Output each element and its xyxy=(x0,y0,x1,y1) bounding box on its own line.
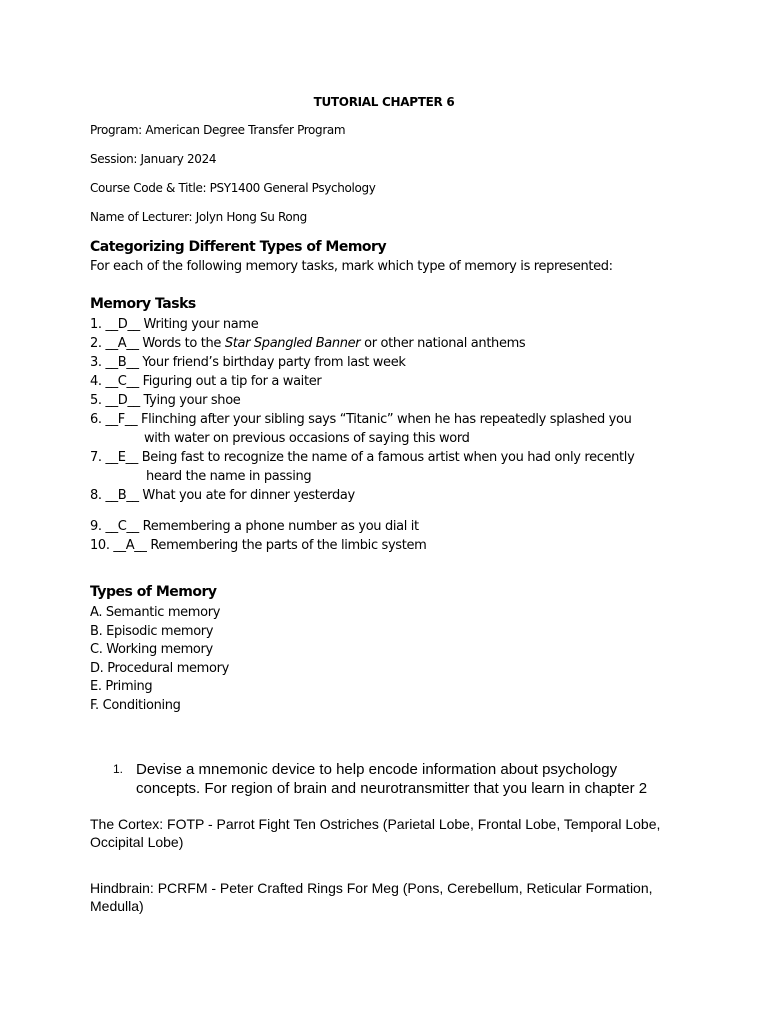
list-item: F. Conditioning xyxy=(90,697,181,713)
list-item: 8. __B__ What you ate for dinner yesterday xyxy=(90,488,355,503)
section-instruction: For each of the following memory tasks, mark which type of memory is represented: xyxy=(90,259,613,274)
types-list xyxy=(90,604,229,716)
list-item: C. Working memory xyxy=(90,642,213,658)
list-item: A. Semantic memory xyxy=(90,605,221,620)
list-item: 9. __C__ Remembering a phone number as you dial it xyxy=(90,519,419,534)
list-item: D. Procedural memory xyxy=(90,660,229,676)
cortex-answer: The Cortex: FOTP - Parrot Fight Ten Ostriches (Parietal Lobe, Frontal Lobe, Temporal Lobe, Occipital Lobe) xyxy=(90,816,661,850)
list-item: E. Priming xyxy=(90,679,153,695)
list-item: 10. __A__ Remembering the parts of the limbic system xyxy=(90,538,427,553)
hindbrain-answer: Hindbrain: PCRFM - Peter Crafted Rings For Meg (Pons, Cerebellum, Reticular Formation, Medulla) xyxy=(90,880,653,914)
types-heading: Types of Memory xyxy=(90,584,217,600)
list-item-continuation: heard the name in passing xyxy=(146,469,312,484)
question-number: 1. xyxy=(113,762,124,776)
course-line: Course Code & Title: PSY1400 General Psychology xyxy=(90,181,376,195)
list-item: 2. __A__ Words to the Star Spangled Banner or other national anthems xyxy=(90,336,526,351)
list-item: 4. __C__ Figuring out a tip for a waiter xyxy=(90,374,322,389)
task-list xyxy=(90,315,634,505)
question-text: Devise a mnemonic device to help encode information about psychology concepts. For region of brain and neurotransmitter that you learn in chapter 2 xyxy=(136,761,648,797)
list-item: 6. __F__ Flinching after your sibling says “Titanic” when he has repeatedly splashed you xyxy=(90,412,632,427)
list-item: 1. __D__ Writing your name xyxy=(90,317,259,332)
list-item: 7. __E__ Being fast to recognize the name of a famous artist when you had only recently xyxy=(90,450,635,465)
list-item: 3. __B__ Your friend’s birthday party from last week xyxy=(90,355,406,370)
list-item-continuation: with water on previous occasions of saying this word xyxy=(144,431,470,446)
document-title: TUTORIAL CHAPTER 6 xyxy=(313,95,455,109)
section-heading: Categorizing Different Types of Memory xyxy=(90,239,387,255)
list-item: 5. __D__ Tying your shoe xyxy=(90,393,241,408)
session-line: Session: January 2024 xyxy=(90,152,217,166)
program-line: Program: American Degree Transfer Program xyxy=(90,123,346,137)
memory-tasks-heading: Memory Tasks xyxy=(90,296,196,312)
task-list-cont xyxy=(90,517,426,555)
list-item: B. Episodic memory xyxy=(90,623,214,639)
lecturer-line: Name of Lecturer: Jolyn Hong Su Rong xyxy=(90,210,307,224)
